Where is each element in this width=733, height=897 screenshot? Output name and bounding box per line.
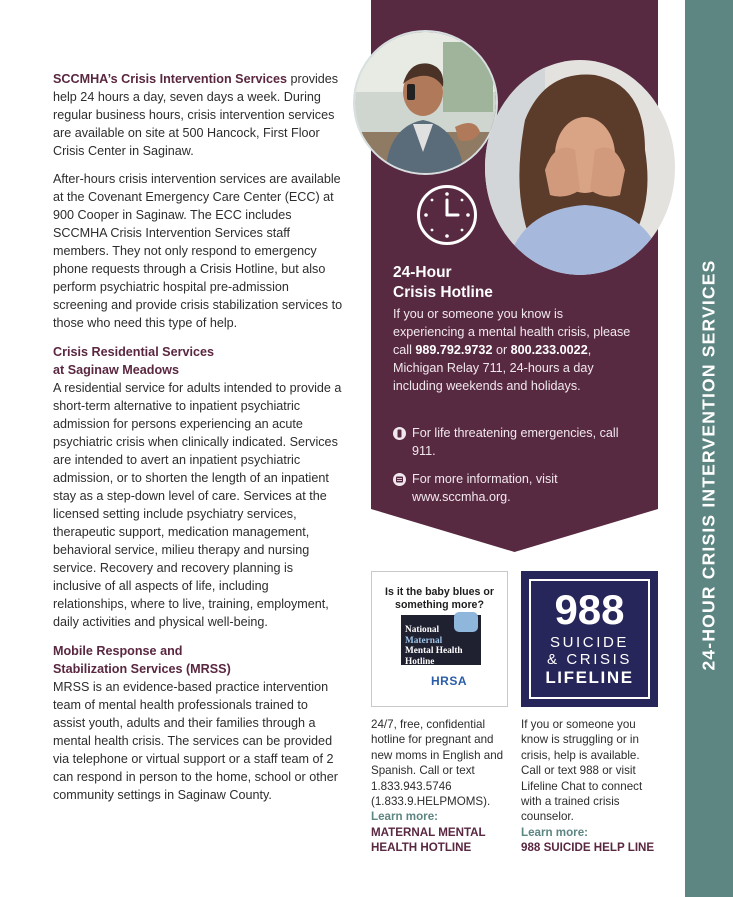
hotline-phone-1[interactable]: 989.792.9732	[415, 343, 493, 357]
hotline-body-1: If you or someone you know is experiencing a mental health crisis, please call	[393, 307, 631, 357]
intro-text: provides help 24 hours a day, seven days a week. During regular business hours, crisis intervention services are available on site at 500 Hancock, First Floor Crisis Center in Saginaw.	[53, 72, 339, 158]
maternal-logo-line-3: Mental Health	[405, 646, 463, 656]
maternal-learn-more: Learn more:	[371, 810, 439, 824]
intro-lead: SCCMHA’s Crisis Intervention Services	[53, 72, 287, 86]
lifeline-988-card	[521, 571, 658, 707]
intro-paragraph	[53, 70, 343, 160]
man-on-phone-photo	[353, 30, 498, 175]
maternal-cta-link[interactable]: MATERNAL MENTAL HEALTH HOTLINE	[371, 825, 486, 855]
maternal-logo-line-2: Maternal	[405, 635, 443, 646]
residential-heading	[53, 343, 343, 379]
info-icon	[393, 473, 406, 486]
lifeline-line-2: & CRISIS	[547, 651, 632, 668]
lifeline-cta-link[interactable]: 988 SUICIDE HELP LINE	[521, 841, 655, 855]
bullet-info-text: For more information, visit www.sccmha.org.	[412, 472, 558, 504]
bullet-info	[393, 470, 643, 506]
lifeline-line-1: SUICIDE	[549, 634, 630, 651]
mrss-heading-line-1: Mobile Response and	[53, 644, 183, 658]
mrss-heading-line-2: Stabilization Services (MRSS)	[53, 662, 231, 676]
maternal-description-block	[371, 717, 511, 856]
after-hours-paragraph: After-hours crisis intervention services are available at the Covenant Emergency Care Center (ECC) at 900 Cooper in Saginaw. The ECC includes SCCMHA Crisis Intervention Services staff members. They not only respond to emergency phone requests through a Crisis Hotline, but also perform psychiatric hospital pre-admission screening and provide crisis stabilization services to those who need this type of help.	[53, 172, 343, 330]
bullet-emergency	[393, 424, 643, 460]
lifeline-learn-more: Learn more:	[521, 825, 589, 839]
lifeline-description-block	[521, 717, 657, 856]
maternal-logo-line-1: National	[405, 625, 440, 635]
hotline-phone-2[interactable]: 800.233.0022	[510, 343, 588, 357]
lifeline-number: 988	[554, 586, 625, 633]
side-title: 24-HOUR CRISIS INTERVENTION SERVICES	[698, 259, 719, 671]
maternal-question: Is it the baby blues or something more?	[385, 586, 494, 611]
mrss-paragraph: MRSS is an evidence-based practice intervention team of mental health professionals trained to assist youth, adults and their families through a mental health crisis. The services can be provided via telephone or virtual support or a staff team of 2 can respond in person to the home, school or other community settings in Saginaw County.	[53, 680, 338, 802]
speech-bubble-icon	[454, 612, 478, 632]
lifeline-description: If you or someone you know is struggling or in crisis, help is available. Call or text 988 or visit Lifeline Chat to connect with a trained crisis counselor.	[521, 718, 643, 824]
clock-icon	[417, 185, 477, 245]
maternal-description: 24/7, free, confidential hotline for pregnant and new moms in English and Spanish. Call or text 1.833.943.5746 (1.833.9.HELPMOMS).	[371, 718, 504, 809]
hrsa-logo: HRSA	[431, 674, 468, 688]
woman-distressed-photo	[485, 60, 675, 275]
bullet-emergency-text: For life threatening emergencies, call 911.	[412, 426, 619, 458]
phone-icon	[393, 427, 406, 440]
hotline-body-or: or	[492, 343, 511, 357]
residential-heading-line-2: at Saginaw Meadows	[53, 363, 179, 377]
maternal-logo-line-4: Hotline	[405, 656, 435, 667]
residential-heading-line-1: Crisis Residential Services	[53, 345, 215, 359]
hotline-title-line-2: Crisis Hotline	[393, 283, 493, 301]
hotline-title	[393, 263, 493, 302]
mrss-heading	[53, 642, 343, 678]
hotline-body	[393, 305, 633, 395]
left-column	[53, 70, 343, 804]
maternal-hotline-card	[371, 571, 508, 707]
lifeline-line-3: LIFELINE	[545, 668, 634, 687]
residential-paragraph: A residential service for adults intended to provide a short-term alternative to inpatient psychiatric admission for persons experiencing an acute psychiatric crisis when clinically indicated. Services are intended to avert an inpatient psychiatric admission, or to shorten the length of an inpatient stay as a step-down level of care. Services at the licensed setting include psychiatry services, therapeutic support, medication management, behavioral service, milieu therapy and nursing service. Recovery and recovery planning is inclusive of all aspects of life, including relationships, where to live, training, employment, daily activities and physical well-being.	[53, 381, 342, 629]
hotline-title-line-1: 24-Hour	[393, 264, 452, 281]
hotline-body-2: , Michigan Relay 711, 24-hours a day including weekends and holidays.	[393, 343, 594, 393]
